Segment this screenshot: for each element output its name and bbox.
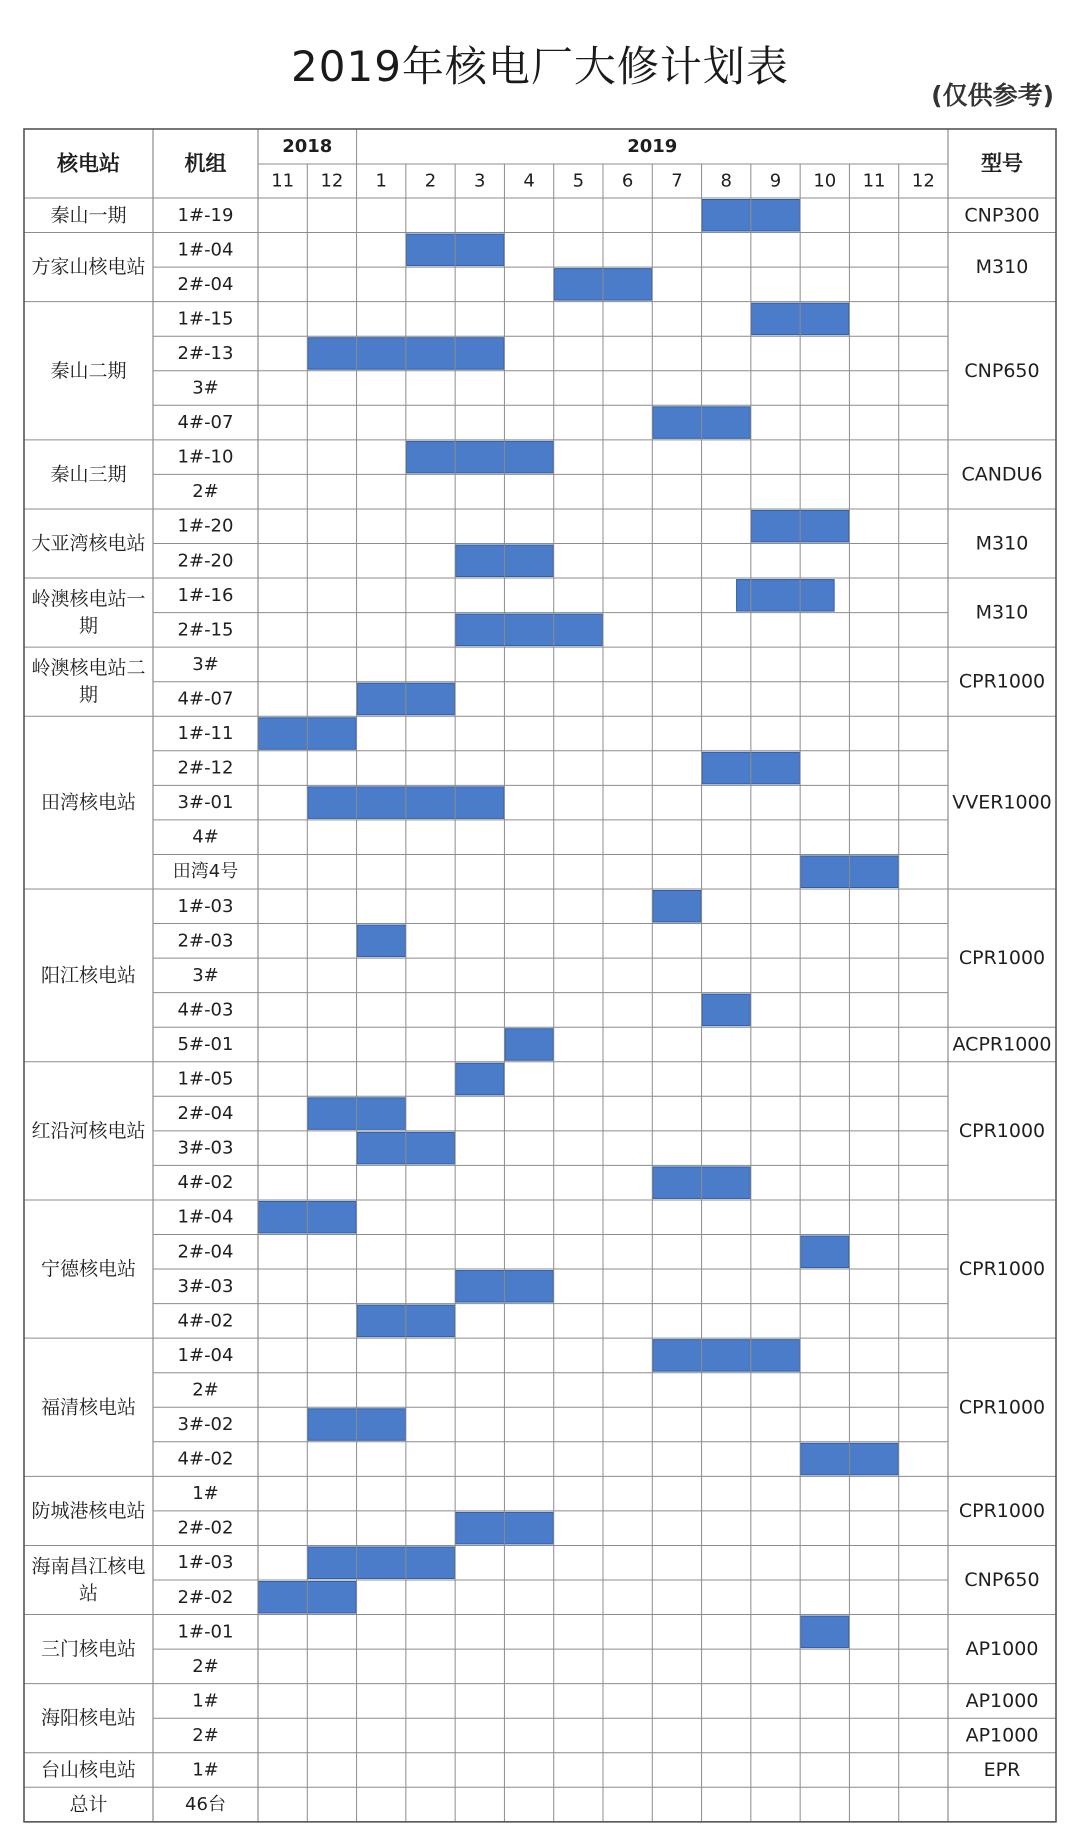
unit-label: 2# [192, 481, 219, 503]
month-label: 4 [523, 170, 535, 192]
month-label: 8 [720, 170, 732, 192]
unit-label: 2#-03 [177, 930, 234, 952]
bar [505, 1029, 553, 1061]
bar [357, 925, 405, 957]
month-label: 7 [671, 170, 683, 192]
year-label: 2019 [627, 136, 678, 157]
month-label: 12 [320, 170, 344, 192]
unit-label: 4# [192, 826, 219, 848]
model-label: CNP650 [964, 1569, 1040, 1591]
unit-label: 3# [192, 964, 219, 986]
unit-label: 1# [192, 1759, 219, 1781]
unit-label: 2# [192, 1655, 219, 1677]
station-label: 秦山三期 [50, 463, 127, 486]
unit-label: 1#-04 [177, 1206, 234, 1228]
station-label: 海南昌江核电 [31, 1555, 146, 1578]
station-label: 田湾核电站 [40, 791, 137, 814]
month-label: 5 [572, 170, 585, 192]
unit-label: 3#-02 [177, 1414, 234, 1436]
station-label: 秦山一期 [50, 204, 127, 227]
model-label: EPR [983, 1759, 1021, 1782]
month-label: 3 [474, 170, 486, 192]
station-label: 阳江核电站 [40, 964, 137, 987]
model-label: AP1000 [965, 1724, 1039, 1747]
unit-label: 4#-02 [177, 1448, 234, 1470]
station-label: 方家山核电站 [31, 256, 146, 279]
unit-label: 1#-04 [177, 1344, 234, 1366]
bar [406, 441, 553, 473]
bar [801, 1236, 849, 1268]
station-label: 台山核电站 [40, 1759, 137, 1782]
model-label: CNP300 [964, 204, 1040, 227]
unit-label: 2#-12 [177, 757, 234, 779]
model-label: CPR1000 [958, 670, 1046, 693]
station-label: 期 [78, 615, 99, 638]
model-label: CANDU6 [961, 463, 1043, 486]
unit-label: 1#-10 [177, 446, 234, 468]
station-label: 防城港核电站 [31, 1499, 146, 1522]
month-label: 6 [621, 170, 634, 192]
month-label: 9 [769, 170, 782, 192]
model-label: ACPR1000 [952, 1033, 1052, 1056]
unit-label: 1#-19 [177, 204, 234, 226]
unit-label: 4#-07 [177, 412, 234, 434]
unit-label: 1#-11 [177, 723, 234, 745]
station-label: 总计 [69, 1793, 108, 1816]
station-label: 福清核电站 [40, 1396, 137, 1419]
month-label: 12 [911, 170, 935, 192]
station-label: 红沿河核电站 [31, 1119, 146, 1142]
unit-label: 3#-03 [177, 1137, 234, 1159]
model-label: CPR1000 [958, 947, 1046, 970]
unit-label: 1#-03 [177, 895, 234, 917]
model-label: CPR1000 [958, 1499, 1046, 1522]
unit-label: 2#-04 [177, 1241, 234, 1263]
unit-label: 1#-20 [177, 515, 234, 537]
unit-label: 3#-03 [177, 1275, 234, 1297]
bar [653, 1340, 800, 1372]
station-label: 岭澳核电站二 [31, 657, 146, 680]
station-label: 三门核电站 [40, 1638, 137, 1661]
model-label: M310 [975, 601, 1029, 624]
model-label: VVER1000 [952, 791, 1052, 814]
unit-label: 1#-05 [177, 1068, 234, 1090]
unit-label: 3#-01 [177, 792, 234, 814]
model-label: CPR1000 [958, 1119, 1046, 1142]
header-model: 型号 [981, 151, 1023, 176]
model-label: AP1000 [965, 1689, 1039, 1712]
unit-label: 46台 [185, 1794, 226, 1816]
header-station: 核电站 [57, 151, 120, 176]
station-label: 岭澳核电站一 [31, 588, 146, 611]
month-label: 11 [271, 170, 295, 192]
station-label: 宁德核电站 [40, 1258, 137, 1281]
bar [456, 1063, 504, 1095]
month-label: 11 [862, 170, 886, 192]
unit-label: 2#-15 [177, 619, 234, 641]
unit-label: 3# [192, 377, 219, 399]
unit-label: 2#-02 [177, 1586, 234, 1608]
bar [801, 1616, 849, 1648]
station-label: 站 [78, 1582, 99, 1605]
model-label: M310 [975, 532, 1029, 555]
unit-label: 5#-01 [177, 1033, 234, 1055]
unit-label: 4#-02 [177, 1310, 234, 1332]
bar [308, 1547, 455, 1579]
year-label: 2018 [282, 136, 333, 157]
unit-label: 1#-04 [177, 239, 234, 261]
unit-label: 4#-02 [177, 1172, 234, 1194]
unit-label: 田湾4号 [172, 861, 239, 883]
month-label: 2 [424, 170, 437, 192]
bar [702, 994, 750, 1026]
station-label: 海阳核电站 [40, 1707, 137, 1730]
model-label: CNP650 [964, 359, 1040, 382]
unit-label: 2# [192, 1724, 219, 1746]
station-label: 期 [78, 684, 99, 707]
bar [456, 614, 603, 646]
unit-label: 1#-16 [177, 584, 234, 606]
month-label: 10 [813, 170, 837, 192]
model-label: CPR1000 [958, 1396, 1046, 1419]
page-title: 2019年核电厂大修计划表 [291, 42, 789, 91]
month-label: 1 [375, 170, 387, 192]
unit-label: 2#-20 [177, 550, 234, 572]
unit-label: 1#-03 [177, 1552, 234, 1574]
unit-label: 2# [192, 1379, 219, 1401]
unit-label: 2#-13 [177, 342, 234, 364]
model-label: CPR1000 [958, 1258, 1046, 1281]
unit-label: 3# [192, 653, 219, 675]
unit-label: 4#-03 [177, 999, 234, 1021]
station-label: 大亚湾核电站 [31, 532, 146, 555]
unit-label: 1#-01 [177, 1621, 234, 1643]
unit-label: 1# [192, 1483, 219, 1505]
header-unit: 机组 [184, 151, 227, 176]
bar [653, 891, 701, 923]
unit-label: 2#-04 [177, 273, 234, 295]
unit-label: 1#-15 [177, 308, 234, 330]
model-label: M310 [975, 256, 1029, 279]
unit-label: 4#-07 [177, 688, 234, 710]
subtitle-note: (仅供参考) [931, 81, 1054, 110]
unit-label: 2#-02 [177, 1517, 234, 1539]
unit-label: 2#-04 [177, 1103, 234, 1125]
model-label: AP1000 [965, 1638, 1039, 1661]
station-label: 秦山二期 [50, 359, 127, 382]
unit-label: 1# [192, 1690, 219, 1712]
